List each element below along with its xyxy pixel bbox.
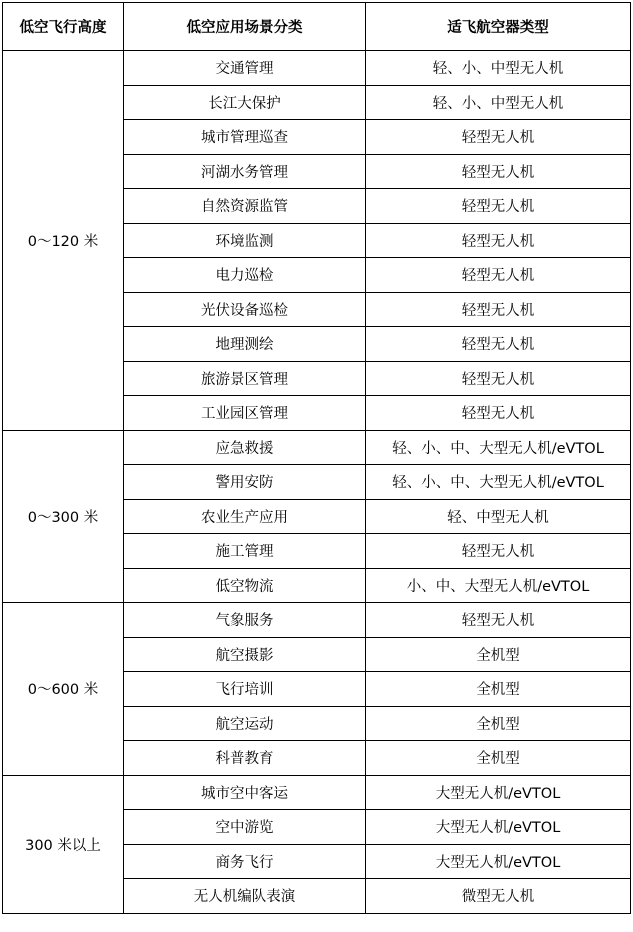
scenario-cell: 应急救援 — [124, 430, 366, 465]
aircraft-type-cell: 大型无人机/eVTOL — [366, 810, 631, 845]
aircraft-type-cell: 全机型 — [366, 706, 631, 741]
flight-altitude-cell: 0～120 米 — [3, 51, 124, 431]
table-row — [3, 430, 631, 465]
scenario-cell: 电力巡检 — [124, 258, 366, 293]
table-header — [3, 3, 631, 51]
flight-altitude-cell: 0～600 米 — [3, 603, 124, 776]
aircraft-type-cell: 轻型无人机 — [366, 292, 631, 327]
aircraft-type-cell: 大型无人机/eVTOL — [366, 775, 631, 810]
aircraft-type-cell: 轻型无人机 — [366, 534, 631, 569]
aircraft-type-cell: 轻、中型无人机 — [366, 499, 631, 534]
aircraft-type-cell: 轻型无人机 — [366, 120, 631, 155]
scenario-cell: 科普教育 — [124, 741, 366, 776]
aircraft-type-cell: 大型无人机/eVTOL — [366, 844, 631, 879]
scenario-cell: 光伏设备巡检 — [124, 292, 366, 327]
scenario-cell: 长江大保护 — [124, 85, 366, 120]
low-altitude-scenario-table — [2, 2, 631, 914]
scenario-cell: 商务飞行 — [124, 844, 366, 879]
aircraft-type-cell: 轻型无人机 — [366, 327, 631, 362]
aircraft-type-cell: 轻、小、中型无人机 — [366, 85, 631, 120]
aircraft-type-cell: 轻、小、中型无人机 — [366, 51, 631, 86]
aircraft-type-cell: 轻型无人机 — [366, 603, 631, 638]
scenario-cell: 航空摄影 — [124, 637, 366, 672]
scenario-cell: 地理测绘 — [124, 327, 366, 362]
scenario-cell: 飞行培训 — [124, 672, 366, 707]
scenario-cell: 无人机编队表演 — [124, 879, 366, 914]
table-row — [3, 51, 631, 86]
aircraft-type-cell: 全机型 — [366, 637, 631, 672]
scenario-cell: 农业生产应用 — [124, 499, 366, 534]
aircraft-type-cell: 小、中、大型无人机/eVTOL — [366, 568, 631, 603]
aircraft-type-cell: 轻型无人机 — [366, 396, 631, 431]
aircraft-type-cell: 轻、小、中、大型无人机/eVTOL — [366, 430, 631, 465]
scenario-cell: 空中游览 — [124, 810, 366, 845]
scenario-cell: 工业园区管理 — [124, 396, 366, 431]
scenario-cell: 自然资源监管 — [124, 189, 366, 224]
table-body — [3, 51, 631, 914]
aircraft-type-cell: 轻型无人机 — [366, 361, 631, 396]
table-row — [3, 775, 631, 810]
aircraft-type-cell: 微型无人机 — [366, 879, 631, 914]
aircraft-type-cell: 轻型无人机 — [366, 189, 631, 224]
scenario-cell: 河湖水务管理 — [124, 154, 366, 189]
header-aircraft-type: 适飞航空器类型 — [366, 3, 631, 51]
header-row — [3, 3, 631, 51]
header-scenario-category: 低空应用场景分类 — [124, 3, 366, 51]
scenario-cell: 交通管理 — [124, 51, 366, 86]
table-row — [3, 603, 631, 638]
scenario-cell: 气象服务 — [124, 603, 366, 638]
scenario-cell: 低空物流 — [124, 568, 366, 603]
aircraft-type-cell: 全机型 — [366, 672, 631, 707]
scenario-cell: 旅游景区管理 — [124, 361, 366, 396]
aircraft-type-cell: 轻型无人机 — [366, 258, 631, 293]
aircraft-type-cell: 轻、小、中、大型无人机/eVTOL — [366, 465, 631, 500]
scenario-cell: 警用安防 — [124, 465, 366, 500]
aircraft-type-cell: 轻型无人机 — [366, 223, 631, 258]
flight-altitude-cell: 0～300 米 — [3, 430, 124, 603]
aircraft-type-cell: 轻型无人机 — [366, 154, 631, 189]
scenario-cell: 城市空中客运 — [124, 775, 366, 810]
aircraft-type-cell: 全机型 — [366, 741, 631, 776]
scenario-cell: 航空运动 — [124, 706, 366, 741]
header-flight-altitude: 低空飞行高度 — [3, 3, 124, 51]
flight-altitude-cell: 300 米以上 — [3, 775, 124, 913]
scenario-cell: 施工管理 — [124, 534, 366, 569]
scenario-cell: 城市管理巡查 — [124, 120, 366, 155]
scenario-cell: 环境监测 — [124, 223, 366, 258]
